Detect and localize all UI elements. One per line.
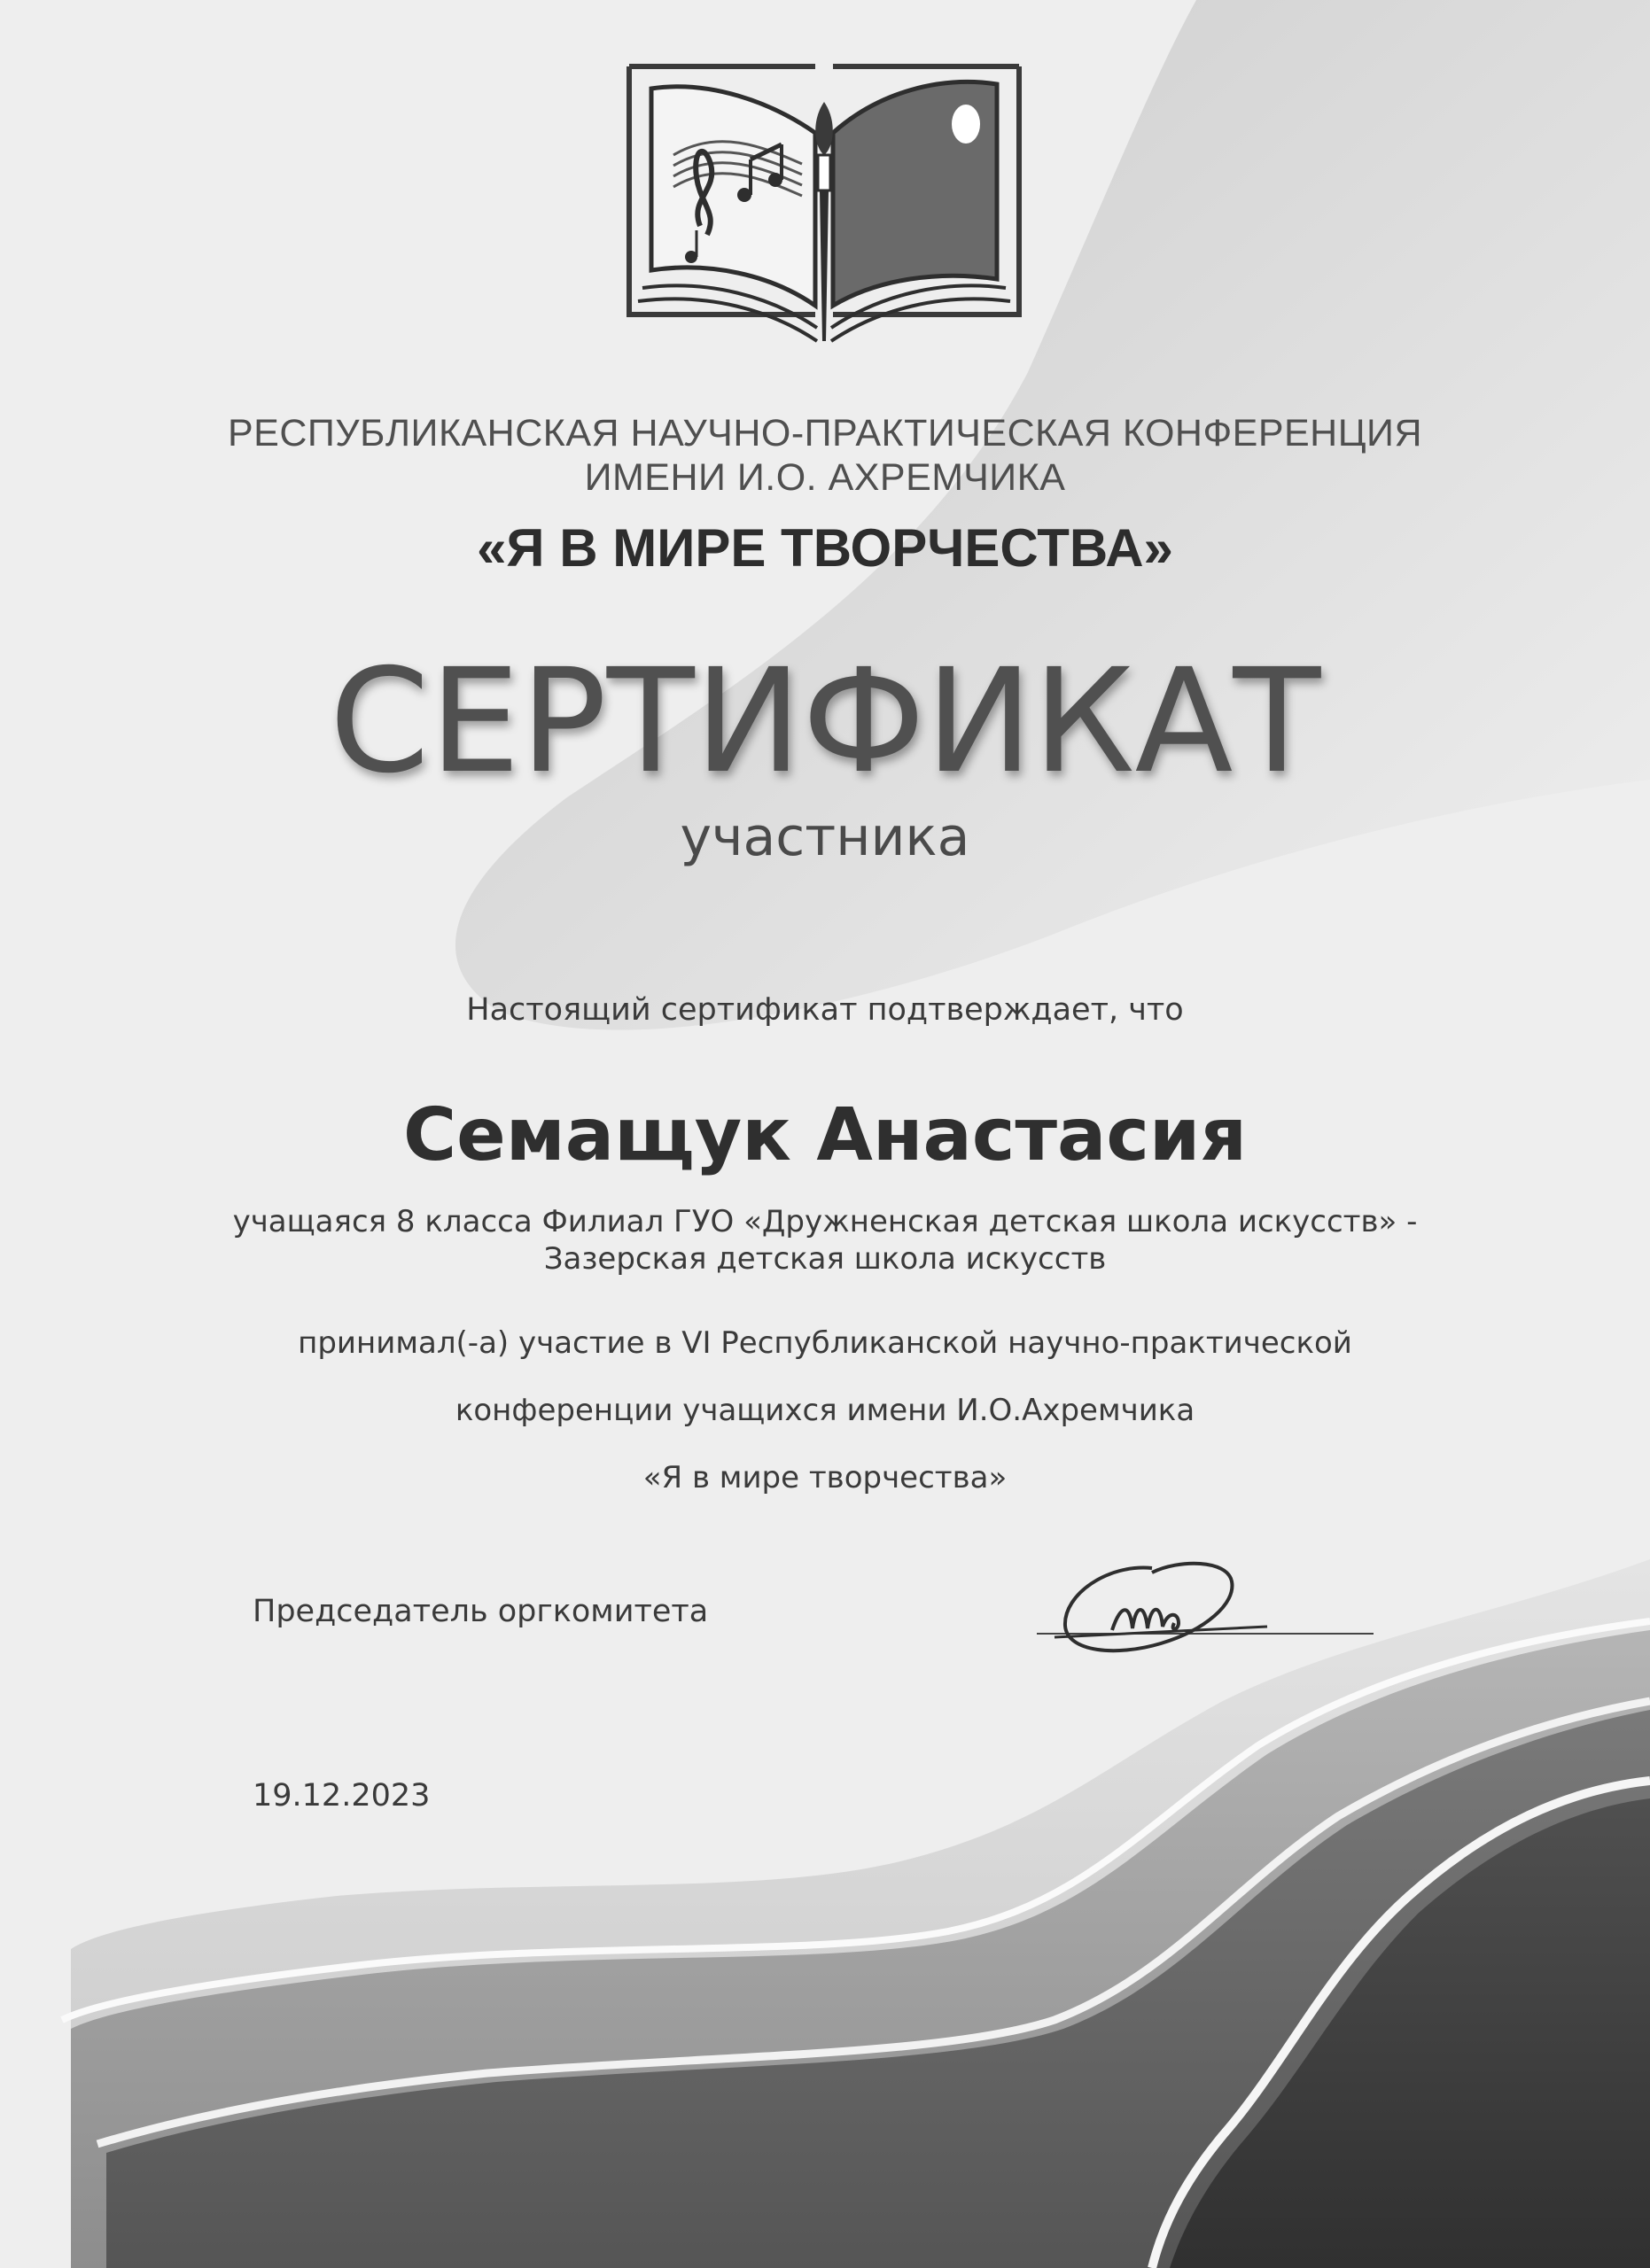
- certificate-subtitle: участника: [680, 806, 970, 868]
- school-line-2: Зазерская детская школа искусств: [543, 1241, 1107, 1277]
- confirmation-text: Настоящий сертификат подтверждает, что: [466, 992, 1184, 1028]
- conference-name-line1: РЕСПУБЛИКАНСКАЯ НАУЧНО-ПРАКТИЧЕСКАЯ КОНФЕРЕНЦИЯ: [227, 412, 1423, 454]
- school-line-1: учащаяся 8 класса Филиал ГУО «Дружненская детская школа искусств» -: [232, 1204, 1418, 1239]
- conference-name-line2: ИМЕНИ И.О. АХРЕМЧИКА: [584, 456, 1066, 499]
- recipient-name: Семащук Анастасия: [402, 1093, 1248, 1177]
- participation-line-1: принимал(-а) участие в VI Республиканской научно-практической: [298, 1325, 1352, 1361]
- certificate-title: СЕРТИФИКАТ: [329, 639, 1321, 805]
- book-music-brush-logo-icon: [611, 49, 1037, 385]
- handwritten-signature: [1046, 1542, 1276, 1674]
- participation-line-2: конференции учащихся имени И.О.Ахремчика: [455, 1393, 1195, 1428]
- issue-date: 19.12.2023: [253, 1778, 431, 1814]
- chair-label: Председатель оргкомитета: [253, 1594, 709, 1629]
- conference-title: «Я В МИРЕ ТВОРЧЕСТВА»: [477, 518, 1173, 578]
- participation-line-3: «Я в мире творчества»: [642, 1460, 1008, 1495]
